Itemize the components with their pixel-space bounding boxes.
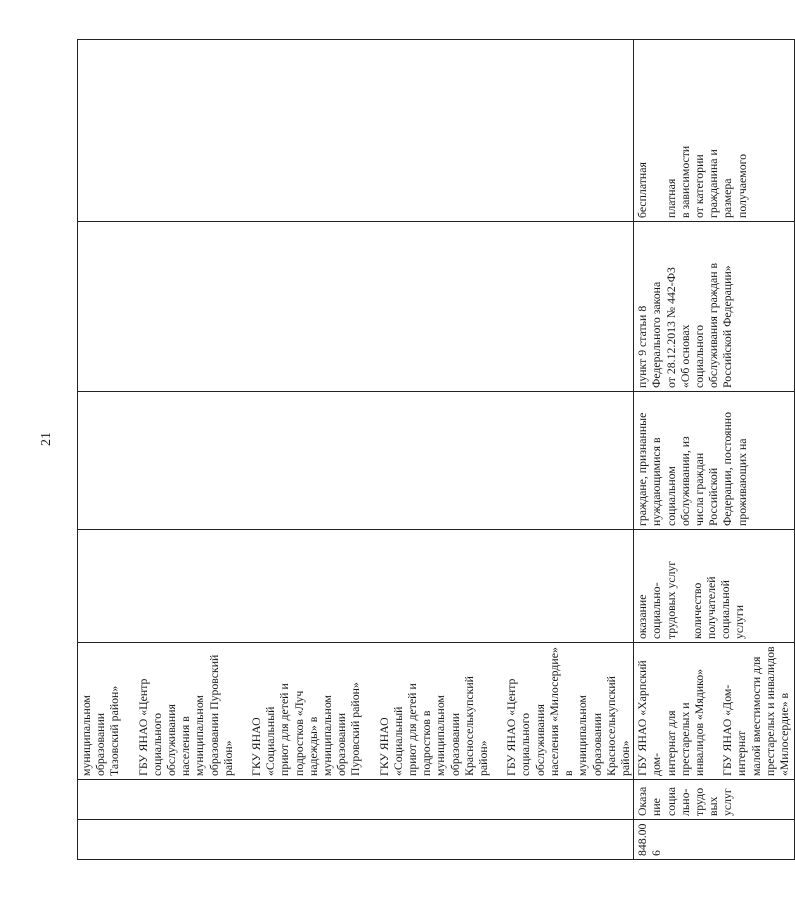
organization-entry: муниципальном образовании Тазовский район»	[79, 685, 122, 776]
recipients-cell: граждане, признанные нуждающимися в социальном обслуживании, из числа граждан Российской Федерации, постоянно проживающих на	[634, 392, 795, 530]
organization-entry: ГБУ ЯНАО «Центр социального обслуживания населения в муниципальном образовании Пуровский район»	[135, 654, 235, 776]
legal-basis-cell: пункт 9 статьи 8 Федерального закона от 28.12.2013 № 442-ФЗ «Об основах социального обслуживания граждан в Российской Федерации»	[634, 222, 795, 392]
services-table	[77, 39, 795, 860]
organizations-cell	[78, 643, 634, 780]
recipients-cell-empty	[78, 392, 634, 530]
service-name-cell-empty	[78, 780, 634, 820]
payment-cell: бесплатная платная в зависимости от категории гражданина и размера получаемого	[634, 40, 795, 222]
content-cell-empty	[78, 530, 634, 643]
payment-cell-empty	[78, 40, 634, 222]
organization-entry: ГКУ ЯНАО «Социальный приют для детей и подростков «Луч надежды» в муниципальном образовании Пуровский район»	[249, 682, 363, 776]
page-number: 21	[39, 432, 54, 446]
service-indicator: количество получателей социальной услуги	[689, 576, 747, 639]
service-name: Оказание социально- трудовых услуг	[634, 780, 795, 820]
organization-entry: ГБУ ЯНАО «Дом-интернат малой вместимости для престарелых и инвалидов «Милосердие» в	[720, 646, 791, 776]
service-code: 848.006	[634, 820, 795, 860]
service-content: оказание социально- трудовых услуг	[635, 560, 678, 639]
code-cell-empty	[78, 820, 634, 860]
organization-entry: ГБУ ЯНАО «Харпский дом- интернат для престарелых и инвалидов «Мядико»	[635, 660, 706, 776]
organizations-cell	[634, 643, 795, 780]
service-content-cell	[634, 530, 795, 643]
organization-entry: ГКУ ЯНАО «Социальный приют для детей и подростков в муниципальном образовании Красноселькупский район»	[376, 676, 491, 776]
rotated-table-wrapper	[77, 40, 791, 860]
table-row-service	[634, 40, 795, 860]
organization-entry: ГБУ ЯНАО «Центр социального обслуживания населения «Милосердие» в муниципальном образовании Красноселькупский район»	[504, 647, 632, 776]
table-row-continuation	[78, 40, 634, 860]
legal-basis-cell-empty	[78, 222, 634, 392]
